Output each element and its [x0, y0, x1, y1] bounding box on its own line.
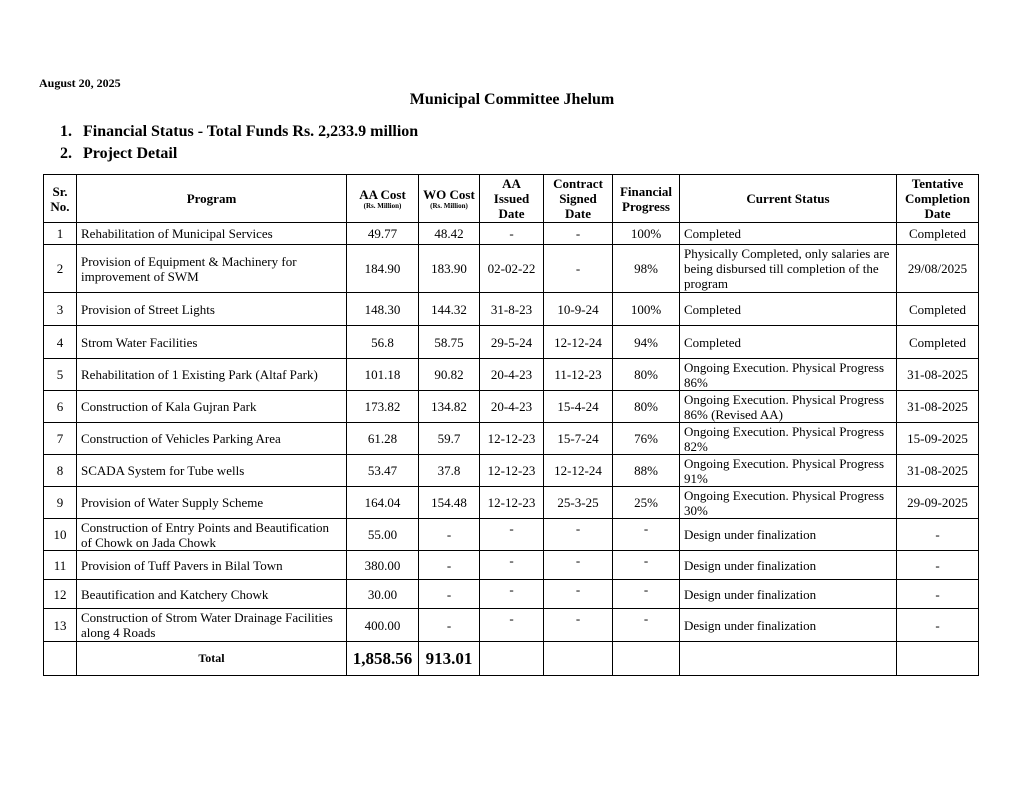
- total-empty-cell: [613, 642, 680, 676]
- row-contract-signed: 25-3-25: [544, 487, 613, 519]
- row-program: Provision of Street Lights: [77, 293, 347, 326]
- heading-text: Financial Status - Total Funds Rs. 2,233.9 million: [83, 123, 419, 140]
- row-completion-date: 31-08-2025: [897, 391, 979, 423]
- page-title: Municipal Committee Jhelum: [409, 91, 615, 108]
- col-header-current-status: Current Status: [680, 175, 897, 223]
- row-sr: 8: [44, 455, 77, 487]
- row-contract-signed: 12-12-24: [544, 326, 613, 359]
- row-program: Construction of Kala Gujran Park: [77, 391, 347, 423]
- row-current-status: Completed: [680, 293, 897, 326]
- row-program: Construction of Vehicles Parking Area: [77, 423, 347, 455]
- row-program: SCADA System for Tube wells: [77, 455, 347, 487]
- row-contract-signed: -: [544, 551, 613, 580]
- row-current-status: Completed: [680, 326, 897, 359]
- row-wo-cost: 154.48: [419, 487, 480, 519]
- row-wo-cost: 59.7: [419, 423, 480, 455]
- row-wo-cost: 37.8: [419, 455, 480, 487]
- row-financial-progress: -: [613, 551, 680, 580]
- report-date: August 20, 2025: [39, 76, 121, 90]
- row-current-status: Ongoing Execution. Physical Progress 91%: [680, 455, 897, 487]
- table-row: [44, 423, 979, 455]
- heading-text: Project Detail: [83, 145, 178, 162]
- table-row: [44, 391, 979, 423]
- row-contract-signed: -: [544, 245, 613, 293]
- row-sr: 7: [44, 423, 77, 455]
- row-wo-cost: 58.75: [419, 326, 480, 359]
- table-row: [44, 293, 979, 326]
- row-contract-signed: -: [544, 580, 613, 609]
- row-financial-progress: 100%: [613, 293, 680, 326]
- row-financial-progress: 100%: [613, 223, 680, 245]
- row-wo-cost: -: [419, 609, 480, 642]
- row-wo-cost: 48.42: [419, 223, 480, 245]
- table-row: [44, 551, 979, 580]
- total-empty-cell: [480, 642, 544, 676]
- row-financial-progress: 80%: [613, 391, 680, 423]
- row-aa-issued: 02-02-22: [480, 245, 544, 293]
- row-financial-progress: 98%: [613, 245, 680, 293]
- row-completion-date: 29-09-2025: [897, 487, 979, 519]
- wo-cost-unit: (Rs. Million): [430, 201, 468, 210]
- col-header-aa-issued: AA Issued Date: [480, 175, 544, 223]
- row-completion-date: -: [897, 609, 979, 642]
- row-contract-signed: -: [544, 609, 613, 642]
- row-sr: 10: [44, 519, 77, 551]
- col-header-sr: Sr. No.: [44, 175, 77, 223]
- col-header-financial-progress: Financial Progress: [613, 175, 680, 223]
- aa-cost-unit: (Rs. Million): [363, 201, 402, 210]
- row-program: Construction of Strom Water Drainage Facilities along 4 Roads: [77, 609, 347, 642]
- row-aa-issued: -: [480, 580, 544, 609]
- row-aa-issued: -: [480, 551, 544, 580]
- row-aa-cost: 61.28: [347, 423, 419, 455]
- row-financial-progress: 76%: [613, 423, 680, 455]
- row-contract-signed: 15-4-24: [544, 391, 613, 423]
- row-financial-progress: -: [613, 519, 680, 551]
- total-wo-cost: 913.01: [419, 642, 480, 676]
- row-current-status: Ongoing Execution. Physical Progress 86%: [680, 359, 897, 391]
- section-headings: [60, 122, 418, 166]
- row-sr: 5: [44, 359, 77, 391]
- total-row: [44, 642, 979, 676]
- row-financial-progress: -: [613, 580, 680, 609]
- row-financial-progress: 25%: [613, 487, 680, 519]
- row-program: Provision of Equipment & Machinery for improvement of SWM: [77, 245, 347, 293]
- row-current-status: Design under finalization: [680, 609, 897, 642]
- row-aa-issued: 12-12-23: [480, 455, 544, 487]
- total-label: Total: [77, 642, 347, 676]
- row-financial-progress: 80%: [613, 359, 680, 391]
- heading-number: 2.: [60, 145, 72, 162]
- row-sr: 3: [44, 293, 77, 326]
- row-completion-date: Completed: [897, 326, 979, 359]
- row-aa-cost: 101.18: [347, 359, 419, 391]
- row-program: Rehabilitation of Municipal Services: [77, 223, 347, 245]
- row-program: Beautification and Katchery Chowk: [77, 580, 347, 609]
- row-contract-signed: 10-9-24: [544, 293, 613, 326]
- row-financial-progress: 88%: [613, 455, 680, 487]
- total-aa-cost: 1,858.56: [347, 642, 419, 676]
- table-row: [44, 580, 979, 609]
- row-aa-issued: -: [480, 609, 544, 642]
- row-aa-issued: 29-5-24: [480, 326, 544, 359]
- row-completion-date: -: [897, 580, 979, 609]
- heading-number: 1.: [60, 123, 72, 140]
- col-header-aa-cost: [347, 175, 419, 223]
- row-wo-cost: 183.90: [419, 245, 480, 293]
- row-wo-cost: -: [419, 519, 480, 551]
- row-sr: 11: [44, 551, 77, 580]
- row-program: Strom Water Facilities: [77, 326, 347, 359]
- row-contract-signed: 11-12-23: [544, 359, 613, 391]
- row-aa-cost: 148.30: [347, 293, 419, 326]
- col-header-contract-signed: Contract Signed Date: [544, 175, 613, 223]
- row-aa-cost: 184.90: [347, 245, 419, 293]
- row-current-status: Ongoing Execution. Physical Progress 82%: [680, 423, 897, 455]
- row-aa-cost: 55.00: [347, 519, 419, 551]
- table-row: [44, 455, 979, 487]
- total-empty-cell: [44, 642, 77, 676]
- row-program: Provision of Water Supply Scheme: [77, 487, 347, 519]
- project-table: [43, 174, 979, 676]
- row-financial-progress: 94%: [613, 326, 680, 359]
- row-wo-cost: -: [419, 580, 480, 609]
- row-completion-date: 31-08-2025: [897, 455, 979, 487]
- table-row: [44, 519, 979, 551]
- total-empty-cell: [544, 642, 613, 676]
- table-row: [44, 245, 979, 293]
- row-aa-cost: 173.82: [347, 391, 419, 423]
- col-header-completion-date: Tentative Completion Date: [897, 175, 979, 223]
- wo-cost-label: WO Cost: [423, 186, 475, 202]
- table-row: [44, 359, 979, 391]
- row-aa-issued: 20-4-23: [480, 391, 544, 423]
- row-sr: 4: [44, 326, 77, 359]
- row-sr: 6: [44, 391, 77, 423]
- row-wo-cost: 144.32: [419, 293, 480, 326]
- table-row: [44, 326, 979, 359]
- row-aa-cost: 400.00: [347, 609, 419, 642]
- row-sr: 9: [44, 487, 77, 519]
- row-completion-date: -: [897, 551, 979, 580]
- row-wo-cost: -: [419, 551, 480, 580]
- row-wo-cost: 90.82: [419, 359, 480, 391]
- row-contract-signed: -: [544, 223, 613, 245]
- col-header-wo-cost: [419, 175, 480, 223]
- row-program: Rehabilitation of 1 Existing Park (Altaf Park): [77, 359, 347, 391]
- row-contract-signed: -: [544, 519, 613, 551]
- row-sr: 13: [44, 609, 77, 642]
- heading-project-detail: [60, 144, 418, 166]
- row-sr: 12: [44, 580, 77, 609]
- row-contract-signed: 15-7-24: [544, 423, 613, 455]
- row-current-status: Ongoing Execution. Physical Progress 86% (Revised AA): [680, 391, 897, 423]
- row-completion-date: 29/08/2025: [897, 245, 979, 293]
- row-aa-issued: 12-12-23: [480, 423, 544, 455]
- row-completion-date: 31-08-2025: [897, 359, 979, 391]
- row-current-status: Design under finalization: [680, 551, 897, 580]
- row-aa-cost: 49.77: [347, 223, 419, 245]
- row-current-status: Completed: [680, 223, 897, 245]
- col-header-program: Program: [77, 175, 347, 223]
- row-aa-cost: 164.04: [347, 487, 419, 519]
- row-aa-issued: -: [480, 223, 544, 245]
- row-sr: 1: [44, 223, 77, 245]
- row-program: Construction of Entry Points and Beautification of Chowk on Jada Chowk: [77, 519, 347, 551]
- row-aa-cost: 53.47: [347, 455, 419, 487]
- total-empty-cell: [897, 642, 979, 676]
- row-current-status: Design under finalization: [680, 580, 897, 609]
- row-program: Provision of Tuff Pavers in Bilal Town: [77, 551, 347, 580]
- row-completion-date: Completed: [897, 293, 979, 326]
- row-aa-issued: -: [480, 519, 544, 551]
- row-aa-issued: 20-4-23: [480, 359, 544, 391]
- row-financial-progress: -: [613, 609, 680, 642]
- row-aa-cost: 380.00: [347, 551, 419, 580]
- row-completion-date: Completed: [897, 223, 979, 245]
- row-current-status: Ongoing Execution. Physical Progress 30%: [680, 487, 897, 519]
- row-sr: 2: [44, 245, 77, 293]
- row-aa-cost: 30.00: [347, 580, 419, 609]
- row-aa-issued: 12-12-23: [480, 487, 544, 519]
- table-header-row: [44, 175, 979, 223]
- heading-financial-status: [60, 122, 418, 144]
- row-wo-cost: 134.82: [419, 391, 480, 423]
- row-current-status: Design under finalization: [680, 519, 897, 551]
- row-aa-issued: 31-8-23: [480, 293, 544, 326]
- row-aa-cost: 56.8: [347, 326, 419, 359]
- total-empty-cell: [680, 642, 897, 676]
- table-row: [44, 609, 979, 642]
- aa-cost-label: AA Cost: [359, 186, 406, 202]
- row-completion-date: 15-09-2025: [897, 423, 979, 455]
- table-row: [44, 487, 979, 519]
- row-current-status: Physically Completed, only salaries are being disbursed till completion of the program: [680, 245, 897, 293]
- row-completion-date: -: [897, 519, 979, 551]
- table-row: [44, 223, 979, 245]
- row-contract-signed: 12-12-24: [544, 455, 613, 487]
